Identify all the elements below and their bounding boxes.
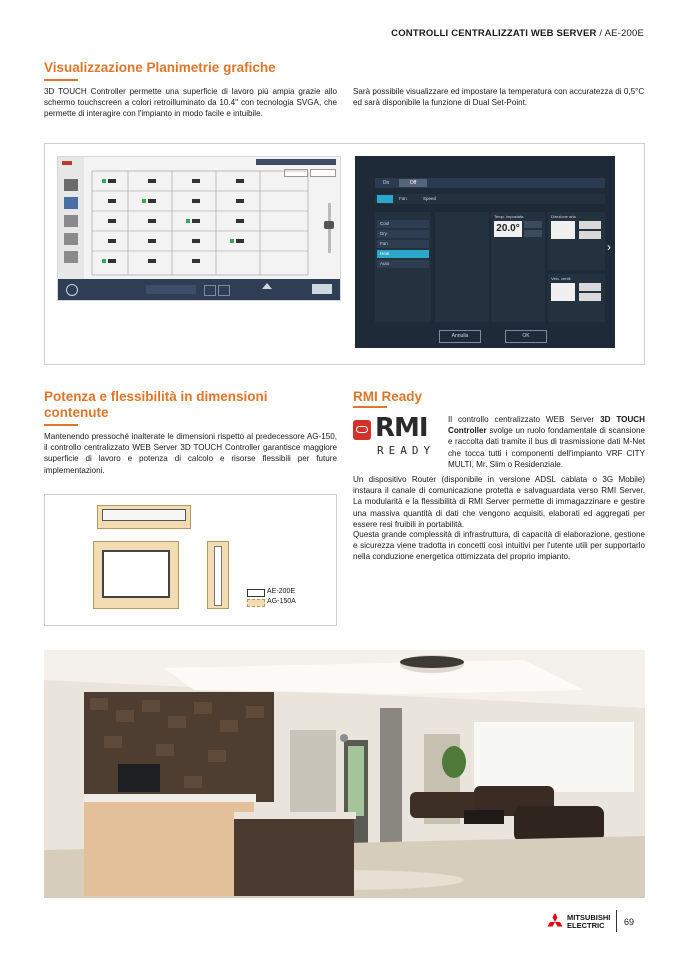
- tab-off[interactable]: Off: [399, 179, 427, 187]
- rmi-paragraph-2: Un dispositivo Router (disponibile in versione ADSL cablata o 3G Mobile) instaura il canale di comunicazione protetta e salvaguardata verso RMI Server. La modularità e la flessibilità di RMI Server permette di immagazzinare e gestire una massiva quantità di dati che vengono acquisiti, elaborati ed aggregati per essere resi fruibili in portabilità.: [353, 475, 645, 529]
- direction-label: Direzione aria: [551, 214, 576, 219]
- legend-label-ag150a: AG-150A: [267, 598, 296, 605]
- direction-up-button[interactable]: [579, 221, 601, 229]
- mode-list: [375, 212, 431, 322]
- legend-label-ae200e: AE-200E: [267, 588, 296, 595]
- direction-display: [551, 221, 575, 239]
- device-top-view: [97, 505, 191, 529]
- brand-mark-icon: [62, 161, 72, 165]
- device-front-view: [93, 541, 179, 609]
- home-icon[interactable]: [66, 284, 78, 296]
- page-number: 69: [624, 917, 635, 927]
- section-title-potenza: Potenza e flessibilità in dimensioni contenute: [44, 389, 268, 420]
- page-button[interactable]: [218, 285, 230, 296]
- chevron-right-icon[interactable]: ›: [607, 240, 611, 254]
- top-tab-bar[interactable]: [256, 159, 336, 165]
- section2-text: Mantenendo pressoché inalterate le dimensioni rispetto al predecessore AG-150, il controllo centralizzato WEB Server 3D TOUCH Controller garantisce maggiore superficie di lavoro e potenza di calcolo e risorse flessibili per future implementazioni.: [44, 432, 337, 475]
- sidebar-icon[interactable]: [64, 215, 78, 227]
- menu-button[interactable]: [312, 284, 332, 294]
- page-button[interactable]: [204, 285, 216, 296]
- fan-up-button[interactable]: [579, 283, 601, 291]
- lobby-photo: [44, 650, 645, 898]
- floorplan-screen: [57, 156, 341, 301]
- brand-name: MITSUBISHI ELECTRIC: [567, 913, 611, 930]
- device-side-view: [207, 541, 229, 609]
- sidebar-icon[interactable]: [64, 179, 78, 191]
- chevron-up-icon[interactable]: [262, 283, 272, 289]
- temp-up-button[interactable]: [524, 221, 542, 228]
- mode-item[interactable]: Fan: [377, 240, 429, 248]
- screenshots-frame: [44, 143, 645, 365]
- temp-label: Temp. impostata: [494, 214, 524, 219]
- fan-down-button[interactable]: [579, 293, 601, 301]
- title-underline: [44, 79, 78, 81]
- mode-item[interactable]: Dry: [377, 230, 429, 238]
- cancel-button[interactable]: Annulla: [439, 330, 481, 343]
- rmi-ready-logo: [353, 413, 441, 462]
- sub-tab-speed[interactable]: Speed: [423, 196, 437, 201]
- legend-swatch-ag150a: [247, 599, 265, 607]
- sidebar-icon[interactable]: [64, 251, 78, 263]
- footer-divider: [616, 910, 617, 932]
- ok-button[interactable]: OK: [505, 330, 547, 343]
- sub-tab-fan[interactable]: Fan: [399, 196, 407, 201]
- direction-panel: [548, 212, 605, 270]
- fan-speed-panel: [548, 274, 605, 322]
- sidebar-icon[interactable]: [64, 233, 78, 245]
- status-field: [146, 285, 196, 294]
- sub-tab-selected[interactable]: [377, 195, 393, 203]
- title-underline: [353, 406, 387, 408]
- direction-down-button[interactable]: [579, 231, 601, 239]
- rmi-logo-text: RMI: [375, 413, 428, 443]
- section-title-planimetrie: Visualizzazione Planimetrie grafiche: [44, 60, 276, 75]
- legend-swatch-ae200e: [247, 589, 265, 597]
- fan-speed-display: [551, 283, 575, 301]
- section1-left-text: 3D TOUCH Controller permette una superficie di lavoro più ampia grazie allo schermo touchscreen a colori retroilluminato da 10.4'' con tecnologia SVGA, che permette di interagire con l'impianto in modo facile e intuibile.: [44, 87, 337, 119]
- tab-on[interactable]: On: [382, 180, 390, 186]
- floorplan-drawing[interactable]: [88, 167, 314, 279]
- floorplan-bottom-bar: [58, 279, 340, 300]
- onoff-tab-bar: [375, 178, 605, 188]
- sub-tab-bar: [375, 194, 605, 204]
- mode-item[interactable]: Cool: [377, 220, 429, 228]
- section1-right-text: Sarà possibile visualizzare ed impostare la temperatura con accuratezza di 0,5°C ed sarà disponibile la funzione di Dual Set-Point.: [353, 87, 645, 108]
- temp-value: 20.0°: [494, 221, 522, 237]
- zoom-slider-handle[interactable]: [324, 221, 334, 229]
- spacer-panel: [435, 212, 489, 322]
- mode-item[interactable]: Auto: [377, 260, 429, 268]
- rmi-paragraph-3: Questa grande complessità di infrastruttura, di capacità di elaborazione, gestione e sicurezza viene tradotta in concetti così intuitivi per l'utente utili per supportarlo nella conduzione energetica ottimizzata del proprio impianto.: [353, 530, 645, 562]
- temperature-panel: [491, 212, 545, 322]
- ready-logo-text: READY: [377, 444, 436, 457]
- mode-item-selected[interactable]: Heat: [377, 250, 429, 258]
- cloud-icon: [353, 420, 371, 440]
- section-title-rmi: RMI Ready: [353, 389, 423, 404]
- mitsubishi-logo-icon: [546, 913, 564, 929]
- rmi-paragraph-1: Il controllo centralizzato WEB Server 3D TOUCH Controller svolge un ruolo fondamentale di scansione e raccolta dati tramite il bus di trasmissione dati M-Net che tocca tutti i componenti dell'impianto VRF CITY MULTI, Mr. Slim o Residenziale.: [448, 415, 645, 469]
- temp-down-button[interactable]: [524, 230, 542, 237]
- dimensions-figure: [44, 494, 337, 626]
- sidebar-icon[interactable]: [64, 197, 78, 209]
- settings-screen: [355, 156, 615, 348]
- page-header: CONTROLLI CENTRALIZZATI WEB SERVER / AE-200E: [391, 28, 644, 39]
- title-underline: [44, 424, 78, 426]
- vent-label: Velo. ventil.: [551, 276, 572, 281]
